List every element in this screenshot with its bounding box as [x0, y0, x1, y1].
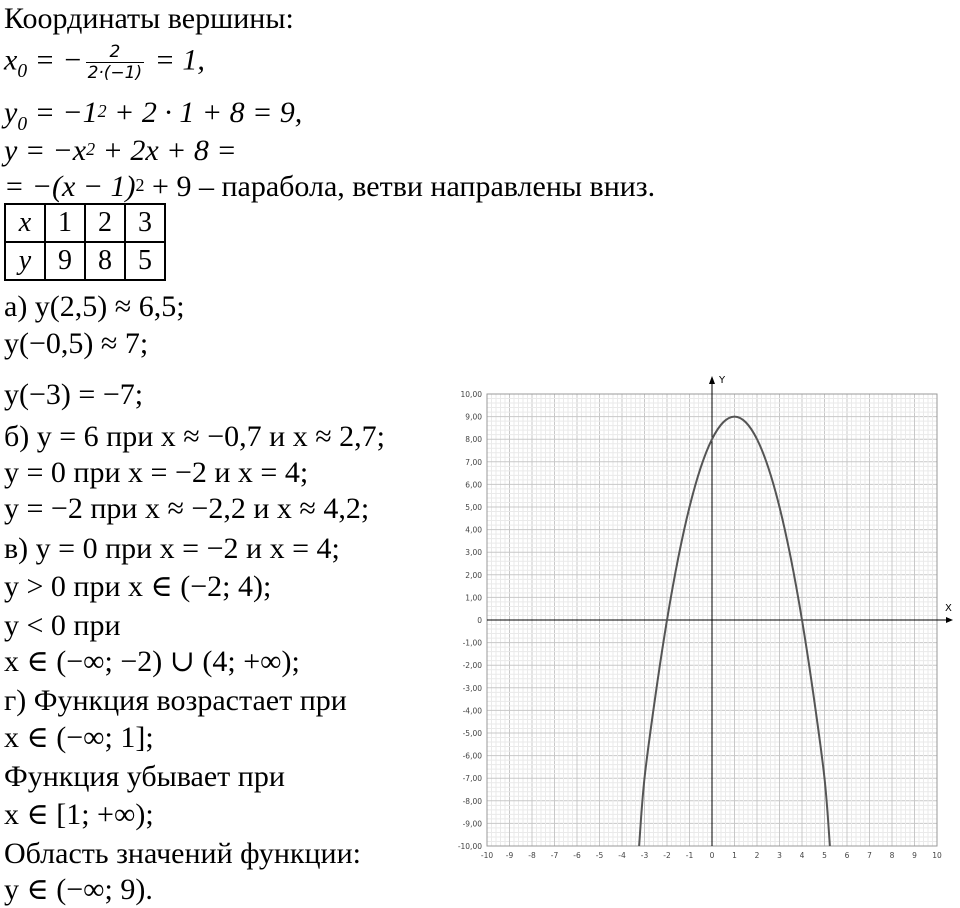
x-tick-label: 7: [867, 851, 872, 860]
y-tick-label: 5,00: [465, 503, 482, 512]
answer-range-1: Область значений функции:: [4, 837, 361, 870]
answer-b-3: y = −2 при x ≈ −2,2 и x ≈ 4,2;: [4, 492, 370, 525]
answer-g-1: г) Функция возрастает при: [4, 684, 347, 717]
x-tick-label: -1: [685, 851, 694, 860]
y-axis-arrow: [709, 376, 715, 384]
answer-a-1: а) y(2,5) ≈ 6,5;: [4, 290, 185, 323]
values-table: [4, 203, 166, 281]
answer-g-4: x ∈ [1; +∞);: [4, 798, 154, 831]
x-tick-label: -3: [640, 851, 649, 860]
x-tick-label: -2: [663, 851, 671, 860]
x-tick-label: -7: [550, 851, 559, 860]
answer-v-4: x ∈ (−∞; −2) ∪ (4; +∞);: [4, 645, 300, 678]
x-tick-label: 10: [932, 851, 942, 860]
table-cell: 3: [125, 204, 165, 242]
y-tick-label: -10,00: [457, 842, 482, 851]
answer-a-3: y(−3) = −7;: [4, 378, 144, 411]
y-axis-label: Y: [719, 375, 726, 386]
y-tick-label: -5,00: [462, 729, 482, 738]
answer-v-2: y > 0 при x ∈ (−2; 4);: [4, 570, 272, 603]
y-tick-label: 10,00: [460, 390, 482, 399]
answer-range-2: y ∈ (−∞; 9).: [4, 873, 153, 906]
x-tick-label: 6: [844, 851, 850, 860]
formula-vertex-form: = $-(x - 1)^2 + 9$ – парабола, ветви направлены вниз.: [4, 170, 656, 203]
answer-b-2: y = 0 при x = −2 и x = 4;: [4, 456, 309, 489]
y-tick-label: 4,00: [465, 525, 482, 535]
answer-b-1: б) y = 6 при x ≈ −0,7 и x ≈ 2,7;: [4, 420, 386, 453]
x-tick-label: -6: [573, 851, 581, 860]
y-tick-label: -3,00: [462, 683, 482, 693]
y-tick-label: -2,00: [462, 661, 482, 671]
x-tick-label: 9: [912, 851, 917, 860]
table-row: [5, 204, 165, 242]
y-tick-label: 1,00: [465, 593, 482, 603]
y-tick-label: -9,00: [462, 819, 482, 829]
answer-g-2: x ∈ (−∞; 1];: [4, 721, 154, 754]
heading-vertex-coords: Координаты вершины:: [4, 2, 294, 35]
table-header-y: y: [5, 242, 45, 280]
x-tick-label: -10: [480, 851, 494, 860]
x-tick-label: 1: [732, 851, 737, 860]
table-row: [5, 242, 165, 280]
table-cell: 2: [85, 204, 125, 242]
y-tick-label: -7,00: [462, 774, 482, 784]
table-cell: 8: [85, 242, 125, 280]
y-tick-label: -8,00: [462, 796, 482, 806]
x-tick-label: -9: [505, 851, 514, 860]
x-axis-arrow: [946, 617, 953, 623]
x-tick-label: -5: [595, 851, 604, 860]
y-tick-label: 3,00: [465, 548, 482, 558]
x-axis-label: X: [945, 603, 952, 614]
answer-v-3: y < 0 при: [4, 609, 121, 642]
x-tick-label: 8: [889, 851, 895, 860]
y-tick-label: -6,00: [462, 751, 482, 761]
y-tick-label: 8,00: [465, 435, 482, 445]
formula-function: $y = -x^2 + 2x + 8$ =: [4, 134, 237, 167]
y-tick-label: 2,00: [465, 570, 482, 580]
y-tick-label: 0: [477, 616, 482, 625]
x-tick-label: 0: [709, 851, 715, 860]
answer-v-1: в) y = 0 при x = −2 и x = 4;: [4, 532, 340, 565]
answer-g-3: Функция убывает при: [4, 760, 285, 793]
x-tick-label: 5: [822, 851, 827, 860]
y-tick-label: 9,00: [465, 412, 482, 422]
formula-x0: $x_0$ = − $\frac{2}{2\cdot(-1)}$ = 1,: [4, 42, 205, 83]
table-cell: 9: [45, 242, 85, 280]
y-tick-label: 6,00: [465, 480, 482, 490]
x-tick-label: 2: [754, 851, 760, 860]
y-tick-label: -4,00: [462, 706, 482, 716]
y-tick-label: 7,00: [465, 457, 482, 467]
x-tick-label: 4: [799, 851, 805, 860]
table-header-x: x: [5, 204, 45, 242]
table-cell: 5: [125, 242, 165, 280]
y-tick-label: -1,00: [462, 638, 482, 648]
answer-a-2: y(−0,5) ≈ 7;: [4, 327, 149, 360]
table-cell: 1: [45, 204, 85, 242]
parabola-chart: [440, 370, 960, 865]
x-tick-label: 3: [777, 851, 782, 860]
x-tick-label: -4: [618, 851, 626, 860]
x-tick-label: -8: [528, 851, 536, 860]
formula-y0: $y_0 = -1^2 + 2 \cdot 1 + 8 = 9$,: [4, 96, 303, 135]
